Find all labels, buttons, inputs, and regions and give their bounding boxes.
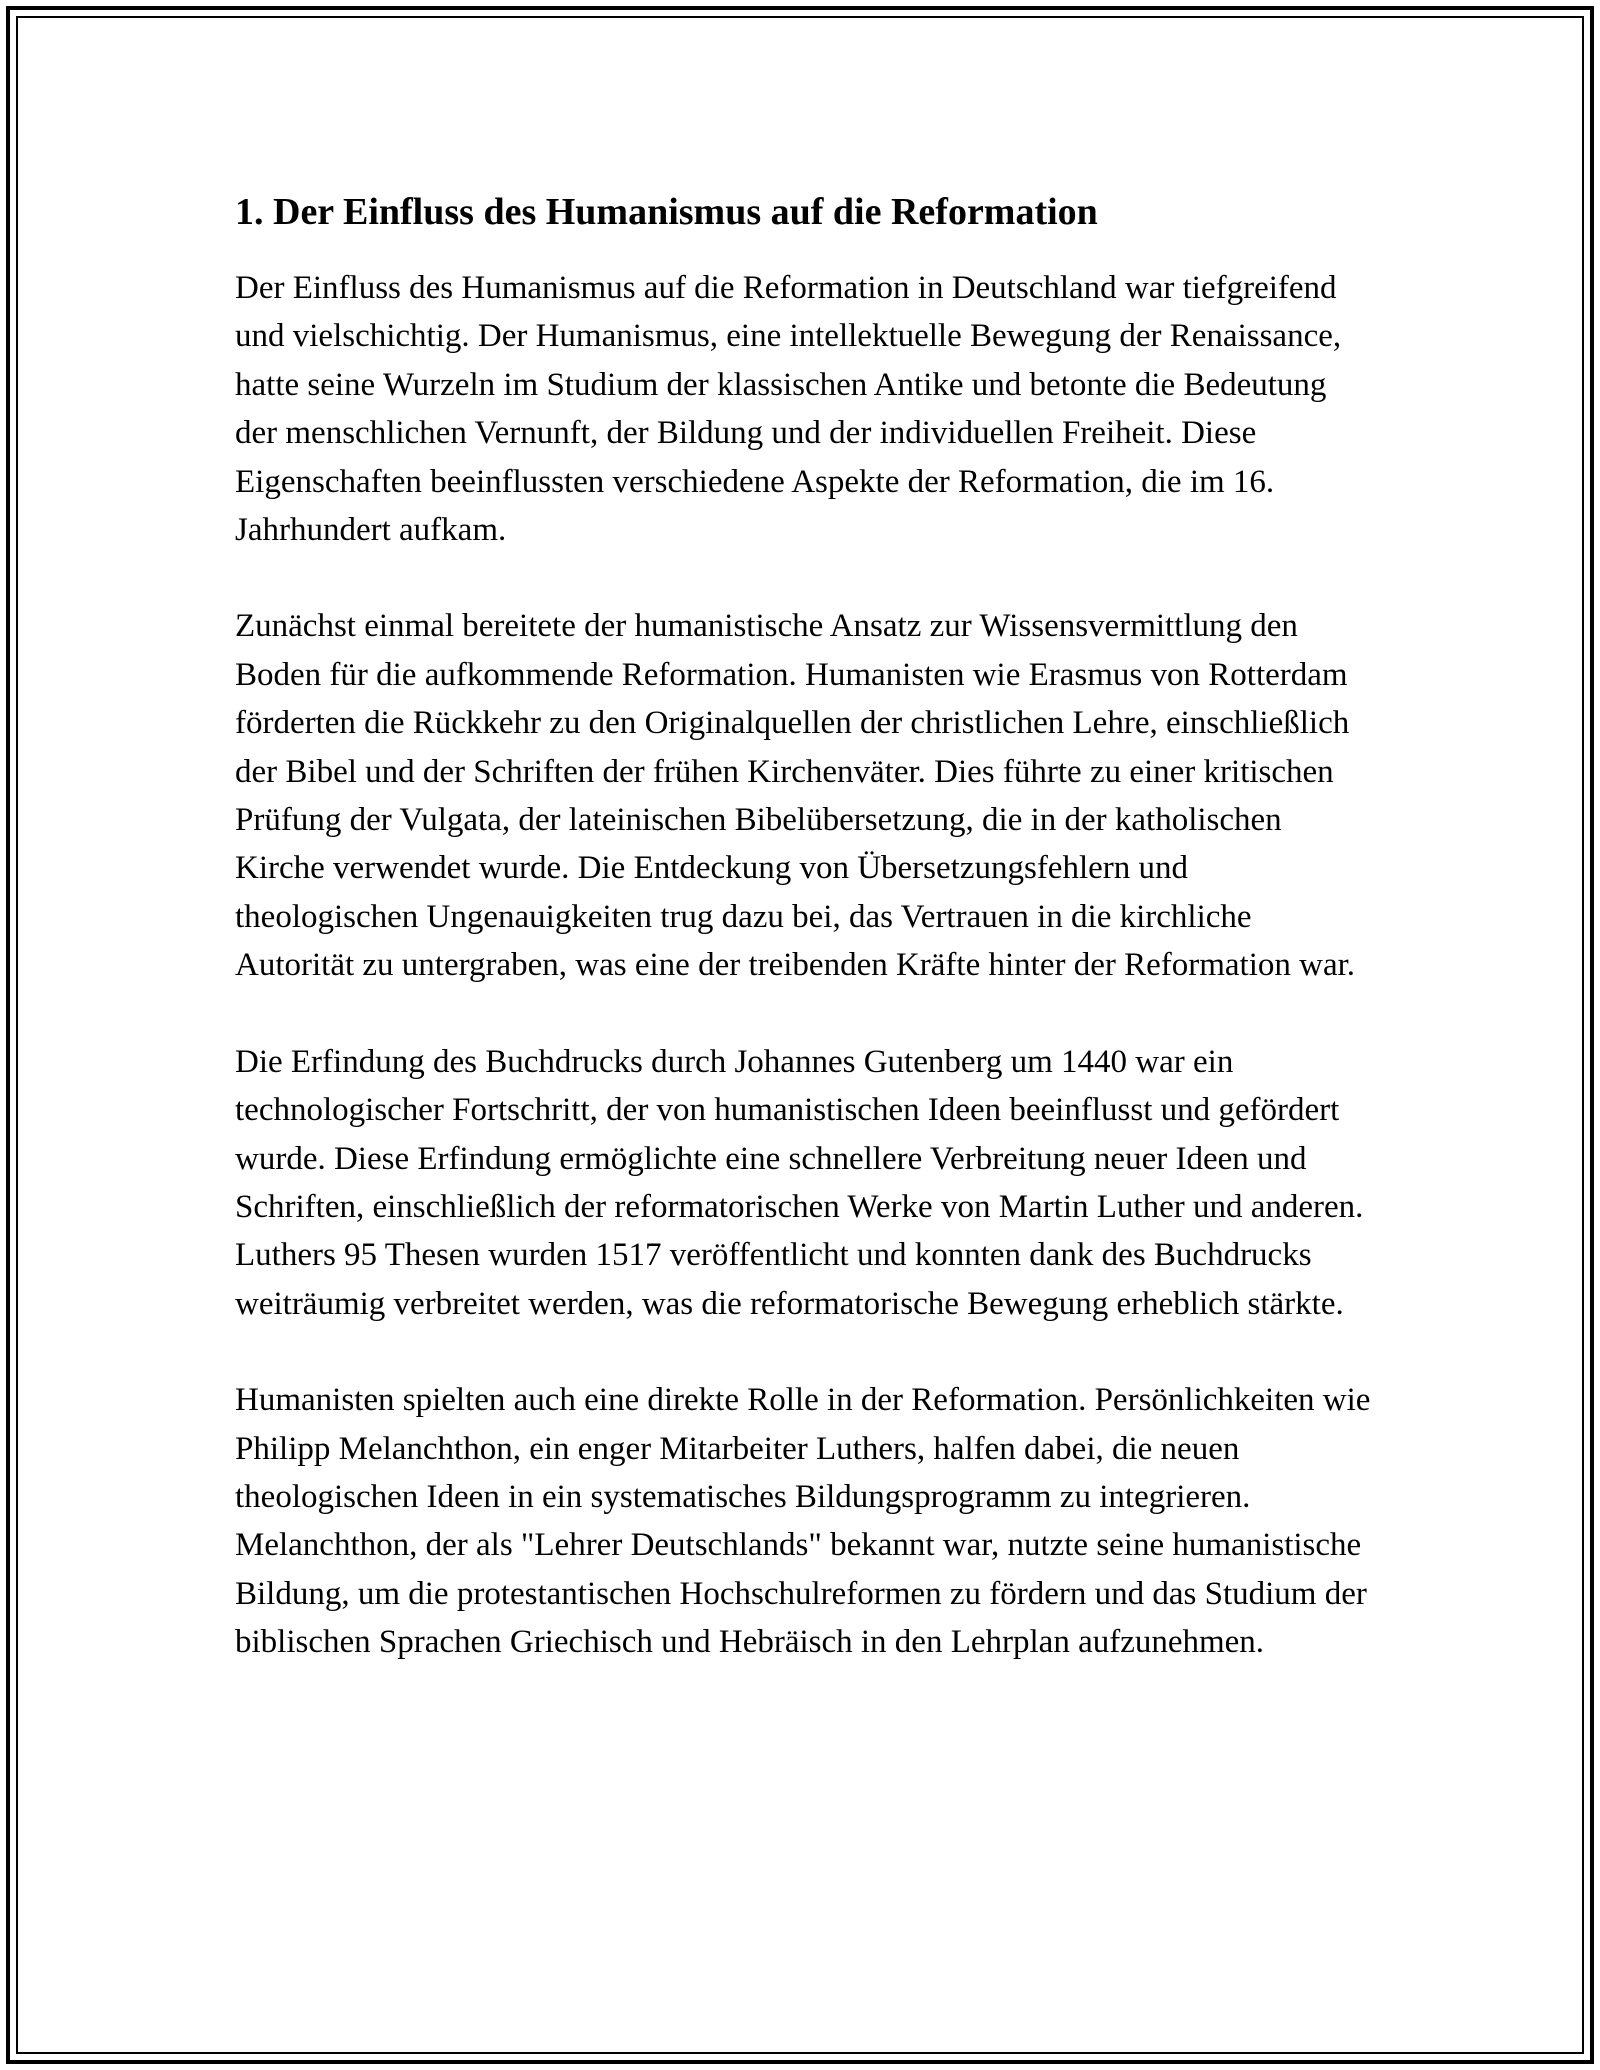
document-body bbox=[235, 186, 1375, 1715]
paragraph-1: Der Einfluss des Humanismus auf die Reformation in Deutschland war tiefgreifend und vielschichtig. Der Humanismus, eine intellektuelle Bewegung der Renaissance, hatte seine Wurzeln im Studium der klassischen Antike und betonte die Bedeutung der menschlichen Vernunft, der Bildung und der individuellen Freiheit. Diese Eigenschaften beeinflussten verschiedene Aspekte der Reformation, die im 16. Jahrhundert aufkam. bbox=[235, 270, 1342, 549]
paragraph-3: Die Erfindung des Buchdrucks durch Johannes Gutenberg um 1440 war ein technologischer Fortschritt, der von humanistischen Ideen beeinflusst und gefördert wurde. Diese Erfindung ermöglichte eine schnellere Verbreitung neuer Ideen und Schriften, einschließlich der reformatorischen Werke von Martin Luther und anderen. Luthers 95 Thesen wurden 1517 veröffentlicht und konnten dank des Buchdrucks weiträumig verbreitet werden, was die reformatorische Bewegung erheblich stärkte. bbox=[235, 1043, 1364, 1322]
paragraph-4: Humanisten spielten auch eine direkte Rolle in der Reformation. Persönlichkeiten wie Philipp Melanchthon, ein enger Mitarbeiter Luthers, halfen dabei, die neuen theologischen Ideen in ein systematisches Bildungsprogramm zu integrieren. Melanchthon, der als "Lehrer Deutschlands" bekannt war, nutzte seine humanistische Bildung, um die protestantischen Hochschulreformen zu fördern und das Studium der biblischen Sprachen Griechisch und Hebräisch in den Lehrplan aufzunehmen. bbox=[235, 1382, 1371, 1661]
section-heading: 1. Der Einfluss des Humanismus auf die Reformation bbox=[235, 191, 1098, 233]
paragraph-2: Zunächst einmal bereitete der humanistische Ansatz zur Wissensvermittlung den Boden für die aufkommende Reformation. Humanisten wie Erasmus von Rotterdam förderten die Rückkehr zu den Originalquellen der christlichen Lehre, einschließlich der Bibel und der Schriften der frühen Kirchenväter. Dies führte zu einer kritischen Prüfung der Vulgata, der lateinischen Bibelübersetzung, die in der katholischen Kirche verwendet wurde. Die Entdeckung von Übersetzungsfehlern und theologischen Ungenauigkeiten trug dazu bei, das Vertrauen in die kirchliche Autorität zu untergraben, was eine der treibenden Kräfte hinter der Reformation war. bbox=[235, 608, 1356, 984]
